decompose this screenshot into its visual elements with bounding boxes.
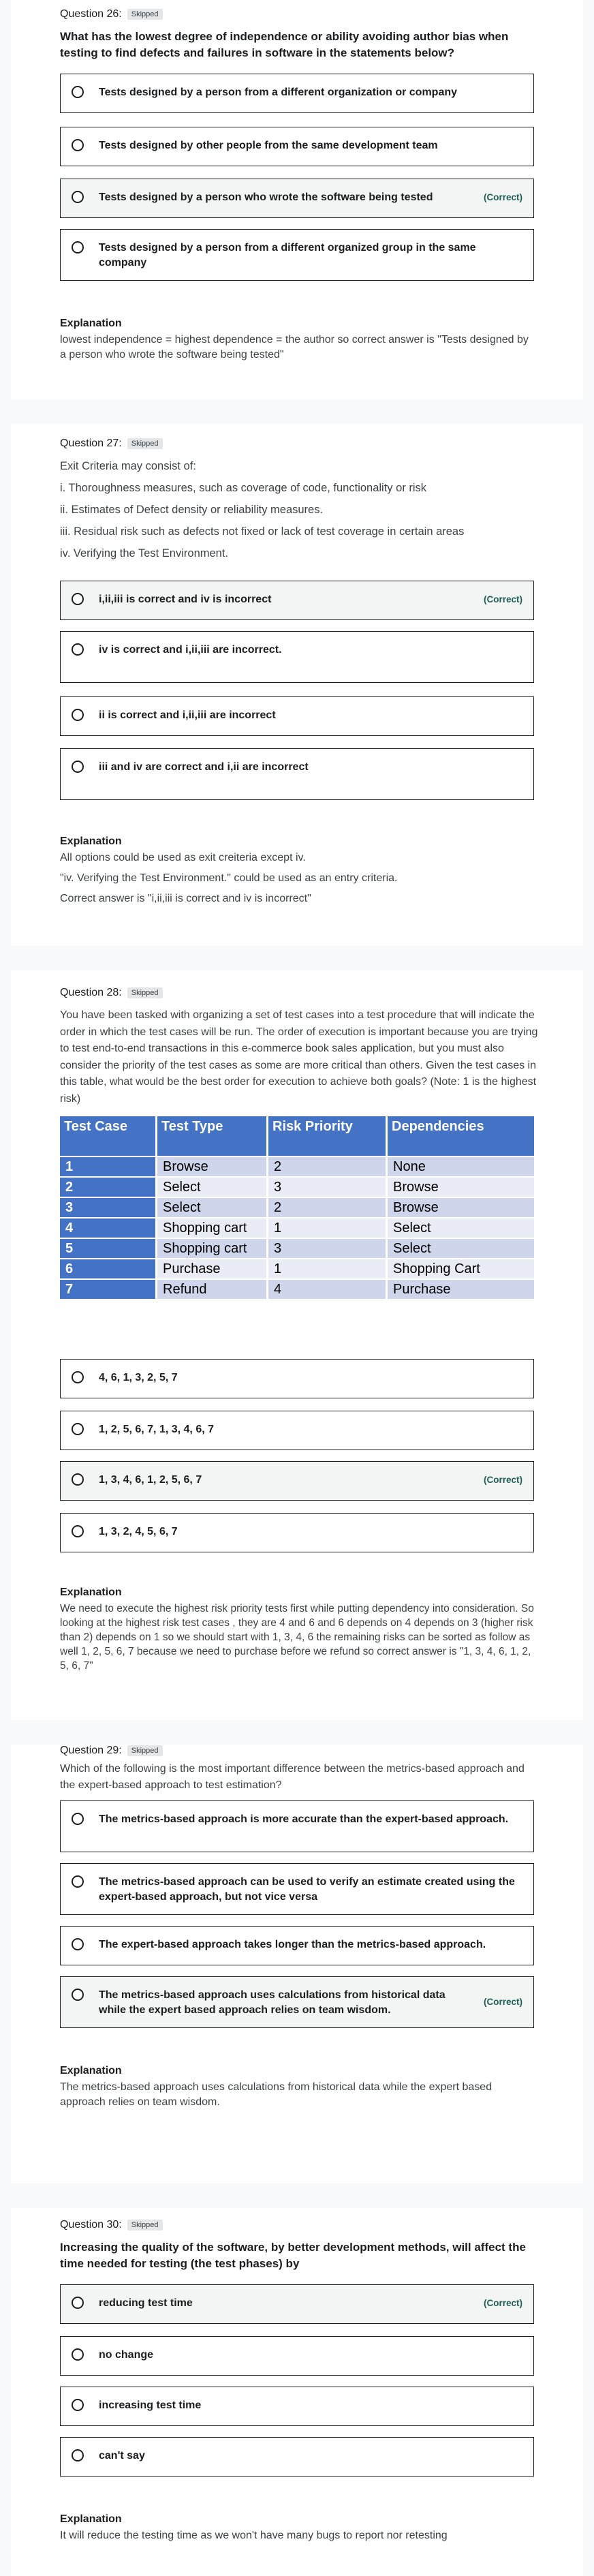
explanation-title: Explanation: [60, 2513, 122, 2525]
radio-button[interactable]: [72, 2348, 84, 2361]
table-cell: Browse: [157, 1157, 266, 1176]
radio-button[interactable]: [72, 1813, 84, 1825]
table-cell: 2: [268, 1157, 386, 1176]
radio-button[interactable]: [72, 2399, 84, 2411]
table-cell: Shopping Cart: [388, 1259, 534, 1278]
answer-option-correct[interactable]: Tests designed by a person who wrote the software being tested (Correct): [60, 179, 534, 218]
table-cell: 4: [268, 1280, 386, 1299]
correct-tag: (Correct): [483, 1997, 522, 2007]
answer-option[interactable]: iv is correct and i,ii,iii are incorrect.: [60, 631, 534, 683]
question-27: [11, 424, 583, 946]
question-number: Question 30:: [60, 2219, 122, 2230]
question-prompt: [60, 458, 537, 567]
table-cell: 3: [268, 1178, 386, 1197]
table-cell: 1: [268, 1259, 386, 1278]
table-row: [60, 1198, 534, 1217]
question-29: [11, 1720, 583, 2183]
answer-option[interactable]: The metrics-based approach is more accurate than the expert-based approach.: [60, 1800, 534, 1852]
status-badge: Skipped: [127, 2220, 163, 2230]
explanation-text: We need to execute the highest risk priority tests first while putting dependency into consideration. So looking at the highest risk test cases , they are 4 and 6 and 6 depends on 4 depends on 3 (higher risk than 2) depends on 1 so we should start with 1, 3, 4, 6 the remaining risks can be sorted as follow as well 1, 2, 5, 6, 7 because we need to purchase before we refund so correct answer is "1, 3, 4, 6, 1, 2, 5, 6, 7": [60, 1603, 534, 1672]
correct-tag: (Correct): [483, 594, 522, 604]
test-case-table: [58, 1115, 536, 1300]
question-header: [60, 987, 163, 999]
correct-tag: (Correct): [483, 1475, 522, 1485]
answer-option-correct[interactable]: reducing test time (Correct): [60, 2284, 534, 2324]
radio-button[interactable]: [72, 1875, 84, 1888]
radio-button[interactable]: [72, 2297, 84, 2309]
table-row: [60, 1259, 534, 1278]
table-cell: Browse: [388, 1198, 534, 1217]
radio-button[interactable]: [72, 709, 84, 721]
answer-option[interactable]: Tests designed by other people from the same development team: [60, 127, 534, 166]
answer-option-correct[interactable]: 1, 3, 4, 6, 1, 2, 5, 6, 7 (Correct): [60, 1461, 534, 1501]
status-badge: Skipped: [127, 438, 163, 449]
table-header: Dependencies: [388, 1116, 534, 1156]
explanation-text: lowest independence = highest dependence = the author so correct answer is "Tests designed by a person who wrote the software being tested": [60, 334, 529, 361]
explanation-title: Explanation: [60, 835, 122, 847]
answer-option-correct[interactable]: The metrics-based approach uses calculations from historical data while the expert based approach relies on team wisdom. (Correct): [60, 1976, 534, 2028]
radio-button[interactable]: [72, 2449, 84, 2462]
table-cell: 1: [60, 1157, 155, 1176]
answer-option[interactable]: Tests designed by a person from a different organization or company: [60, 74, 534, 113]
table-cell: Shopping cart: [157, 1218, 266, 1238]
status-badge: Skipped: [127, 1745, 163, 1756]
question-prompt: You have been tasked with organizing a set of test cases into a test procedure that will indicate the order in which the test cases will be run. The order of execution is important because you are trying to test end-to-end transactions in this e-commerce book sales application, but you must also consider the priority of the test cases as some are more critical than others. Given the test cases in this table, what would be the best order for execution to achieve both goals? (Note: 1 is the highest risk): [60, 1009, 538, 1105]
table-cell: None: [388, 1157, 534, 1176]
answer-option[interactable]: 4, 6, 1, 3, 2, 5, 7: [60, 1359, 534, 1398]
radio-button[interactable]: [72, 1938, 84, 1950]
question-number: Question 29:: [60, 1745, 122, 1756]
table-cell: Select: [157, 1178, 266, 1197]
radio-button[interactable]: [72, 593, 84, 605]
question-26: [11, 0, 583, 399]
table-row: [60, 1239, 534, 1258]
table-header: Test Type: [157, 1116, 266, 1156]
answer-option[interactable]: ii is correct and i,ii,iii are incorrect: [60, 696, 534, 736]
question-number: Question 26:: [60, 8, 122, 20]
answer-option[interactable]: Tests designed by a person from a different organized group in the same company: [60, 229, 534, 281]
question-header: [60, 2219, 163, 2231]
explanation-line: "iv. Verifying the Test Environment." could be used as an entry criteria.: [60, 872, 398, 884]
table-cell: 3: [268, 1239, 386, 1258]
radio-button[interactable]: [72, 86, 84, 98]
radio-button[interactable]: [72, 1989, 84, 2001]
table-row: [60, 1280, 534, 1299]
question-28: [11, 970, 583, 1720]
explanation-text: It will reduce the testing time as we won't have many bugs to report nor retesting: [60, 2530, 448, 2541]
question-prompt: What has the lowest degree of independence or ability avoiding author bias when testing to find defects and failures in software in the statements below?: [60, 30, 509, 59]
status-badge: Skipped: [127, 987, 163, 998]
radio-button[interactable]: [72, 761, 84, 773]
prompt-line: iv. Verifying the Test Environment.: [60, 547, 229, 559]
answer-option[interactable]: The metrics-based approach can be used to verify an estimate created using the expert-based approach, but not vice versa: [60, 1863, 534, 1915]
answer-option[interactable]: The expert-based approach takes longer than the metrics-based approach.: [60, 1926, 534, 1965]
table-cell: Purchase: [388, 1280, 534, 1299]
radio-button[interactable]: [72, 643, 84, 656]
explanation-line: All options could be used as exit creiteria except iv.: [60, 852, 306, 863]
prompt-line: ii. Estimates of Defect density or reliability measures.: [60, 504, 324, 516]
explanation-text: The metrics-based approach uses calculations from historical data while the expert based approach relies on team wisdom.: [60, 2081, 493, 2108]
answer-option[interactable]: iii and iv are correct and i,ii are incorrect: [60, 748, 534, 800]
radio-button[interactable]: [72, 139, 84, 151]
table-cell: Select: [388, 1218, 534, 1238]
table-cell: Select: [388, 1239, 534, 1258]
table-cell: Browse: [388, 1178, 534, 1197]
question-prompt: Which of the following is the most important difference between the metrics-based approach and the expert-based approach to test estimation?: [60, 1763, 525, 1791]
table-cell: Select: [157, 1198, 266, 1217]
radio-button[interactable]: [72, 191, 84, 203]
explanation-title: Explanation: [60, 1586, 122, 1598]
explanation-title: Explanation: [60, 2065, 122, 2076]
table-cell: 4: [60, 1218, 155, 1238]
correct-tag: (Correct): [483, 2298, 522, 2308]
question-header: [60, 8, 163, 20]
table-header-row: [60, 1116, 534, 1156]
answer-option[interactable]: 1, 2, 5, 6, 7, 1, 3, 4, 6, 7: [60, 1411, 534, 1450]
explanation-title: Explanation: [60, 318, 122, 329]
radio-button[interactable]: [72, 241, 84, 254]
radio-button[interactable]: [72, 1423, 84, 1435]
table-row: [60, 1157, 534, 1176]
test-case-table-wrap: [60, 1115, 538, 1300]
prompt-line: Exit Criteria may consist of:: [60, 460, 196, 472]
question-number: Question 28:: [60, 987, 122, 998]
table-row: [60, 1178, 534, 1197]
table-header: Risk Priority: [268, 1116, 386, 1156]
table-cell: Shopping cart: [157, 1239, 266, 1258]
question-prompt: Increasing the quality of the software, by better development methods, will affect the time needed for testing (the test phases) by: [60, 2241, 526, 2270]
question-header: [60, 438, 163, 450]
answer-option[interactable]: increasing test time: [60, 2387, 534, 2426]
explanation-line: Correct answer is "i,ii,iii is correct and iv is incorrect": [60, 893, 311, 904]
table-cell: 1: [268, 1218, 386, 1238]
radio-button[interactable]: [72, 1371, 84, 1383]
answer-option-correct[interactable]: i,ii,iii is correct and iv is incorrect (Correct): [60, 581, 534, 620]
radio-button[interactable]: [72, 1473, 84, 1486]
table-cell: 6: [60, 1259, 155, 1278]
radio-button[interactable]: [72, 1525, 84, 1537]
table-cell: 2: [60, 1178, 155, 1197]
question-30: [11, 2208, 583, 2576]
answer-option[interactable]: 1, 3, 2, 4, 5, 6, 7: [60, 1513, 534, 1552]
table-row: [60, 1218, 534, 1238]
answer-option[interactable]: can't say: [60, 2437, 534, 2477]
table-cell: 3: [60, 1198, 155, 1217]
table-cell: 2: [268, 1198, 386, 1217]
table-cell: Purchase: [157, 1259, 266, 1278]
status-badge: Skipped: [127, 9, 163, 20]
question-number: Question 27:: [60, 438, 122, 449]
answer-option[interactable]: no change: [60, 2336, 534, 2376]
question-header: [60, 1745, 163, 1757]
explanation-text: [60, 850, 537, 912]
correct-tag: (Correct): [483, 192, 522, 202]
table-cell: 5: [60, 1239, 155, 1258]
prompt-line: i. Thoroughness measures, such as coverage of code, functionality or risk: [60, 482, 427, 494]
table-header: Test Case: [60, 1116, 155, 1156]
table-cell: 7: [60, 1280, 155, 1299]
table-cell: Refund: [157, 1280, 266, 1299]
prompt-line: iii. Residual risk such as defects not fixed or lack of test coverage in certain areas: [60, 525, 465, 538]
